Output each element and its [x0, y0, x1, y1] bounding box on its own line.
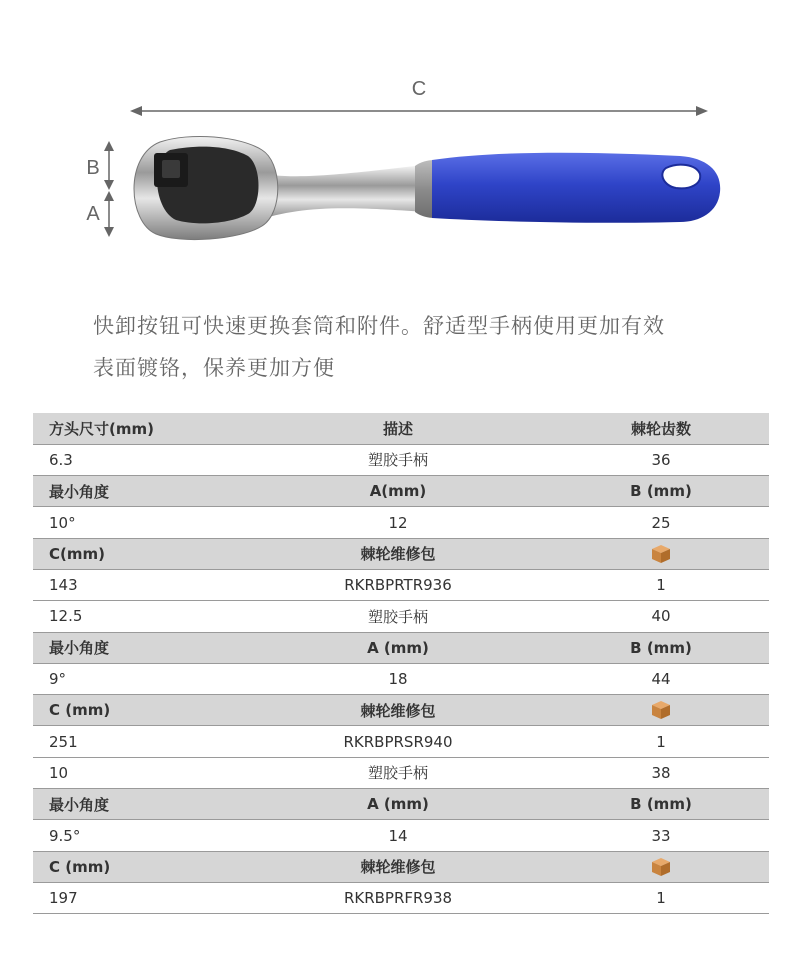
table-cell: 40	[553, 601, 769, 632]
table-cell: 12	[243, 507, 553, 538]
table-cell: 塑胶手柄	[243, 444, 553, 475]
table-cell: 6.3	[33, 444, 243, 475]
table-row	[33, 663, 769, 694]
table-row	[33, 601, 769, 632]
table-cell: C(mm)	[33, 538, 243, 569]
table-cell: 9.5°	[33, 820, 243, 851]
dimension-b-arrow	[104, 141, 114, 190]
table-header-row	[33, 538, 769, 569]
table-cell: 塑胶手柄	[243, 757, 553, 788]
table-cell: RKRBPRSR940	[243, 726, 553, 757]
table-cell: 9°	[33, 663, 243, 694]
table-header-row	[33, 632, 769, 663]
table-cell: 10	[33, 757, 243, 788]
table-cell: 12.5	[33, 601, 243, 632]
table-header-row	[33, 851, 769, 882]
table-cell: 塑胶手柄	[243, 601, 553, 632]
table-cell: 14	[243, 820, 553, 851]
table-row	[33, 507, 769, 538]
table-row	[33, 569, 769, 600]
table-cell: RKRBPRTR936	[243, 569, 553, 600]
table-row	[33, 444, 769, 475]
spec-table	[33, 413, 769, 914]
table-cell: B (mm)	[553, 789, 769, 820]
table-header-row	[33, 789, 769, 820]
table-cell: 棘轮维修包	[243, 695, 553, 726]
table-cell: A (mm)	[243, 789, 553, 820]
table-cell: 方头尺寸(mm)	[33, 413, 243, 444]
table-cell: 143	[33, 569, 243, 600]
table-cell: C (mm)	[33, 851, 243, 882]
table-cell: 最小角度	[33, 789, 243, 820]
repair-kit-box-icon	[650, 699, 672, 721]
description-line-1: 快卸按钮可快速更换套筒和附件。舒适型手柄使用更加有效	[93, 314, 665, 338]
table-cell: 251	[33, 726, 243, 757]
dimension-b-label: B	[86, 157, 100, 179]
ratchet-wrench	[134, 136, 720, 239]
table-row	[33, 757, 769, 788]
table-cell: 1	[553, 882, 769, 913]
table-cell: 18	[243, 663, 553, 694]
repair-kit-box-icon	[650, 543, 672, 565]
table-cell: A(mm)	[243, 476, 553, 507]
table-cell: 10°	[33, 507, 243, 538]
table-cell: B (mm)	[553, 632, 769, 663]
description-line-2: 表面镀铬，保养更加方便	[93, 356, 335, 380]
dimension-c-arrow	[130, 106, 708, 116]
table-cell: 25	[553, 507, 769, 538]
table-cell: 38	[553, 757, 769, 788]
table-header-row	[33, 476, 769, 507]
table-cell: 197	[33, 882, 243, 913]
table-cell: 44	[553, 663, 769, 694]
table-row	[33, 882, 769, 913]
table-cell	[553, 851, 769, 882]
dimension-a-arrow	[104, 191, 114, 237]
table-cell: 最小角度	[33, 476, 243, 507]
table-cell	[553, 538, 769, 569]
table-cell: B (mm)	[553, 476, 769, 507]
table-cell	[553, 695, 769, 726]
dimension-c-label: C	[411, 78, 427, 100]
table-cell: 棘轮维修包	[243, 538, 553, 569]
table-cell: A (mm)	[243, 632, 553, 663]
repair-kit-box-icon	[650, 856, 672, 878]
table-row	[33, 820, 769, 851]
table-cell: 最小角度	[33, 632, 243, 663]
table-row	[33, 726, 769, 757]
table-cell: 1	[553, 726, 769, 757]
table-header-row	[33, 413, 769, 444]
dimension-a-label: A	[86, 203, 100, 225]
table-cell: C (mm)	[33, 695, 243, 726]
table-cell: 描述	[243, 413, 553, 444]
table-cell: 棘轮维修包	[243, 851, 553, 882]
table-cell: 棘轮齿数	[553, 413, 769, 444]
ratchet-wrench-illustration	[0, 0, 800, 280]
table-header-row	[33, 695, 769, 726]
table-cell: 33	[553, 820, 769, 851]
table-cell: 36	[553, 444, 769, 475]
table-cell: 1	[553, 569, 769, 600]
table-cell: RKRBPRFR938	[243, 882, 553, 913]
